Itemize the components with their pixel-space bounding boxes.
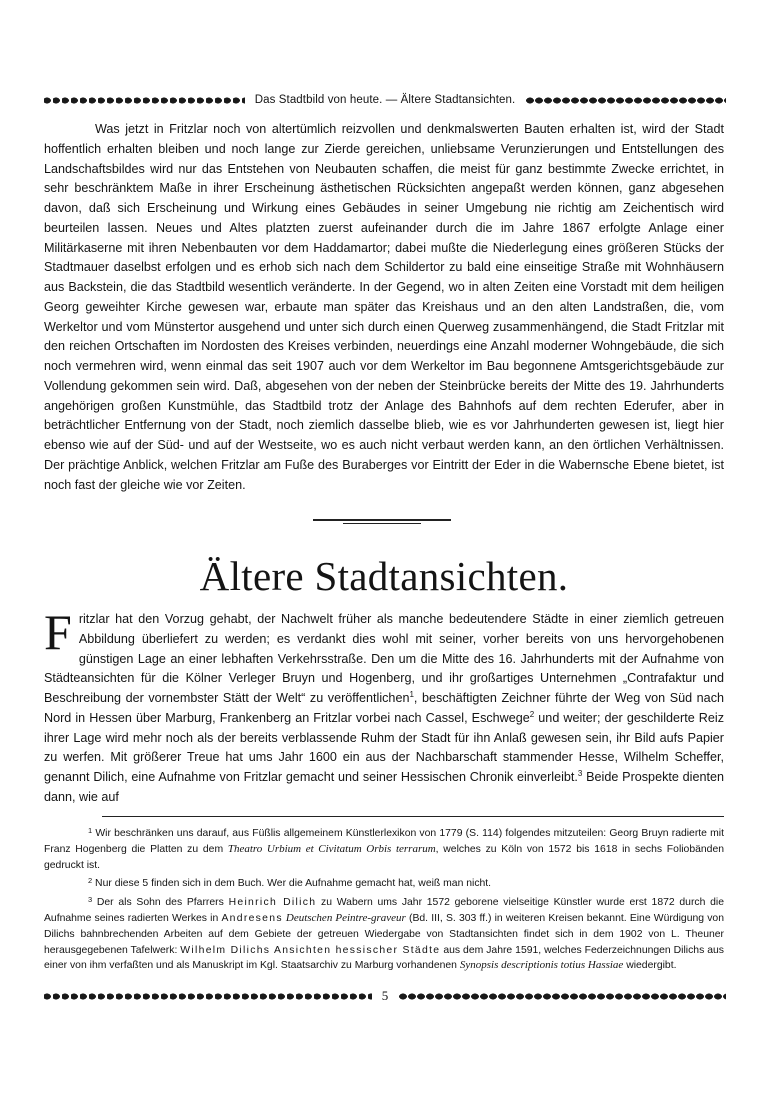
ornament-band-left [44,97,245,104]
footnote-ref: 2 [529,709,535,719]
paragraph-text: ritzlar hat den Vorzug gehabt, der Nachwelt früher als manche bedeutendere Städte in einer ziemlich getreuen Abbildung überliefert zu werden; es verdankt dies wohl mit seiner, vorher bereits von uns hervorgehobenen günstigen Lage an einer lebhaften Verkehrsstraße. Den um die Mitte des 16. Jahrhunderts mit der Aufnahme von Städteansichten für die Kölner Verleger Bruyn und Hogenberg, und ihr großartiges Unternehmen „Contrafaktur und Beschreibung der vornembster Stätt der Welt“ zu veröffentlichen [44,612,724,705]
footnote-text: Nur diese 5 finden sich in dem Buch. Wer die Aufnahme gemacht hat, weiß man nicht. [92,878,492,890]
footnote-text: (Bd. III, S. 303 ff.) in weiteren Kreisen bekannt. Eine Würdigung von Dilichs bahnbrechenden Arbeiten auf dem Gebiete der getreuen Wiedergabe von Stadtansichten findet sich in dem 1902 von L. Theuner herausgegebenen Tafelwerk: [44,912,724,956]
ornament-band-right [398,993,726,1000]
running-header [44,94,726,106]
section-divider [313,519,451,525]
footnote-number: 1 [88,826,93,835]
footnote-number: 2 [88,876,93,886]
footnote-1 [44,823,724,873]
page-number: 5 [381,988,389,1003]
section-paragraph [44,604,724,808]
paragraph-text: , beschäftigten Zeichner führte der Weg von Süd nach Nord in Hessen über Marburg, Frankenberg an Fritzlar vorbei nach Cassel, Eschwege [44,691,724,725]
footnote-title-italic: Synopsis descriptionis totius Hassiae [459,959,624,972]
footnote-spaced-title: Wilhelm Dilichs Ansichten hessischer Städte [180,944,441,956]
footnote-rule [102,816,724,817]
ornament-band-right [525,97,726,104]
paragraph-text: Beide Prospekte dienten dann, wie auf [44,770,724,804]
footnote-ref: 3 [577,768,583,778]
paragraph-text: und weiter; der geschilderte Reiz ihrer Lage wird mehr noch als der bereits verblassende Ruhm der Stadt für ihn Anlaß gewesen sein, ihr Bild aufs Papier zu werfen. Mit größerer Treue hat ums Jahr 1600 ein aus der Nachbarschaft stammender Hesse, Wilhelm Scheffer, genannt Dilich, eine Aufnahme von Fritzlar gemacht und seiner Hessischen Chronik einverleibt. [44,710,724,784]
intro-paragraph: Was jetzt in Fritzlar noch von altertümlich reizvollen und denkmalswerten Bauten erhalten ist, wird der Stadt hoffentlich erhalten bleiben und noch lange zur Zierde gereichen, unliebsame Verunzierungen und Entstellungen des Landschaftsbildes wird nur das Entstehen von Neubauten schaffen, die meist für ganz bestimmte Zwecke errichtet, in sehr beschränktem Maße in ihrer Erscheinung ästhetischen Rücksichten angepaßt werden können, ganz abgesehen davon, daß sich Erscheinung und Wirkung eines Gebäudes in seiner Umgebung nie richtig am Zeichentisch wird beurteilen lassen. Neues und Altes platzten zuerst aufeinander durch die im Jahre 1867 erfolgte Anlage einer Militärkaserne mit ihren Nebenbauten vor dem Haddamartor; dabei mußte die Niederlegung eines größeren Stücks der Stadtmauer daselbst erfolgen und es erhob sich nach dem Schildertor zu bald eine einseitige Straße mit Wohnhäusern aus Backstein, die das Stadtbild wesentlich veränderte. In der Gegend, wo in alten Zeiten eine Vorstadt mit dem heiligen Georg geweihter Kirche gewesen war, erbaute man später das Kreishaus und an den alten Landstraßen, die, vom Werkeltor und vom Münstertor ausgehend und unter sich durch einen Querweg zusammenhängend, die Stadt Fritzlar mit den reichen Ortschaften im Nordosten des Kreises verbinden, neuerdings eine Anzahl moderner Wohngebäude, die sich noch vermehren wird, wenn einmal das seit 1907 auch vor dem Werkeltor im Bau begonnene Amtsgerichtsgebäude zur Vollendung gekommen sein wird. Daß, abgesehen von der neben der Steinbrücke bereits der Mitte des 19. Jahrhunderts angehörigen großen Kunstmühle, das Stadtbild trotz der Anlage des Bahnhofs auf dem rechten Ederufer, aber in beträchtlicher Entfernung von der Stadt, noch ziemlich dasselbe blieb, wie es vor Jahrhunderten gewesen ist, liegt hier ebenso wie auf der Süd- und auf der Westseite, wo es auch nicht verbaut werden kann, an den örtlichen Verhältnissen. Der prächtige Anblick, welchen Fritzlar am Fuße des Buraberges vor Eintritt der Eder in die Wabernsche Ebene bietet, ist noch fast der gleiche wie vor Zeiten. [44,122,724,492]
footnote-text: zu Wabern ums Jahr 1572 geborene vielseitige Künstler wurde erst 1872 durch die Aufnahme seines radierten Werkes in [44,897,724,924]
footnote-ref: 1 [409,689,414,699]
footnote-spaced-name: Heinrich Dilich [228,897,317,909]
footnote-3 [44,892,724,974]
page-footer [44,988,726,1004]
footnote-text: Wir beschränken uns darauf, aus Füßlis allgemeinem Künstlerlexikon von 1779 (S. 114) folgendes mitzuteilen: Georg Bruyn radierte mit Franz Hogenberg die Platten zu dem [44,828,724,855]
footnote-2 [44,873,724,892]
footnote-number: 3 [88,895,93,905]
drop-cap: F [44,604,72,660]
footnote-text: , welches zu Köln von 1572 bis 1618 in sechs Foliobänden gedruckt ist. [44,843,725,871]
running-title: Das Stadtbild von heute. — Ältere Stadtansichten. [254,94,516,106]
footnote-title-italic: Deutschen Peintre-graveur [282,911,406,924]
section-title: Ältere Stadtansichten. [199,553,569,599]
footnotes [44,823,724,974]
footnote-text: wiedergibt. [623,960,677,972]
footnote-text: aus dem Jahre 1591, welches Federzeichnungen Dilichs aus einer von ihm verfaßten und als Manuskript im Kgl. Staatsarchiv zu Marburg vorhandenen [44,944,724,972]
ornament-band-left [44,993,372,1000]
footnote-title-italic: Theatro Urbium et Civitatum Orbis terrarum [227,842,436,855]
footnote-spaced-name: Andresens [221,912,283,924]
footnote-text: Der als Sohn des Pfarrers [92,897,229,909]
